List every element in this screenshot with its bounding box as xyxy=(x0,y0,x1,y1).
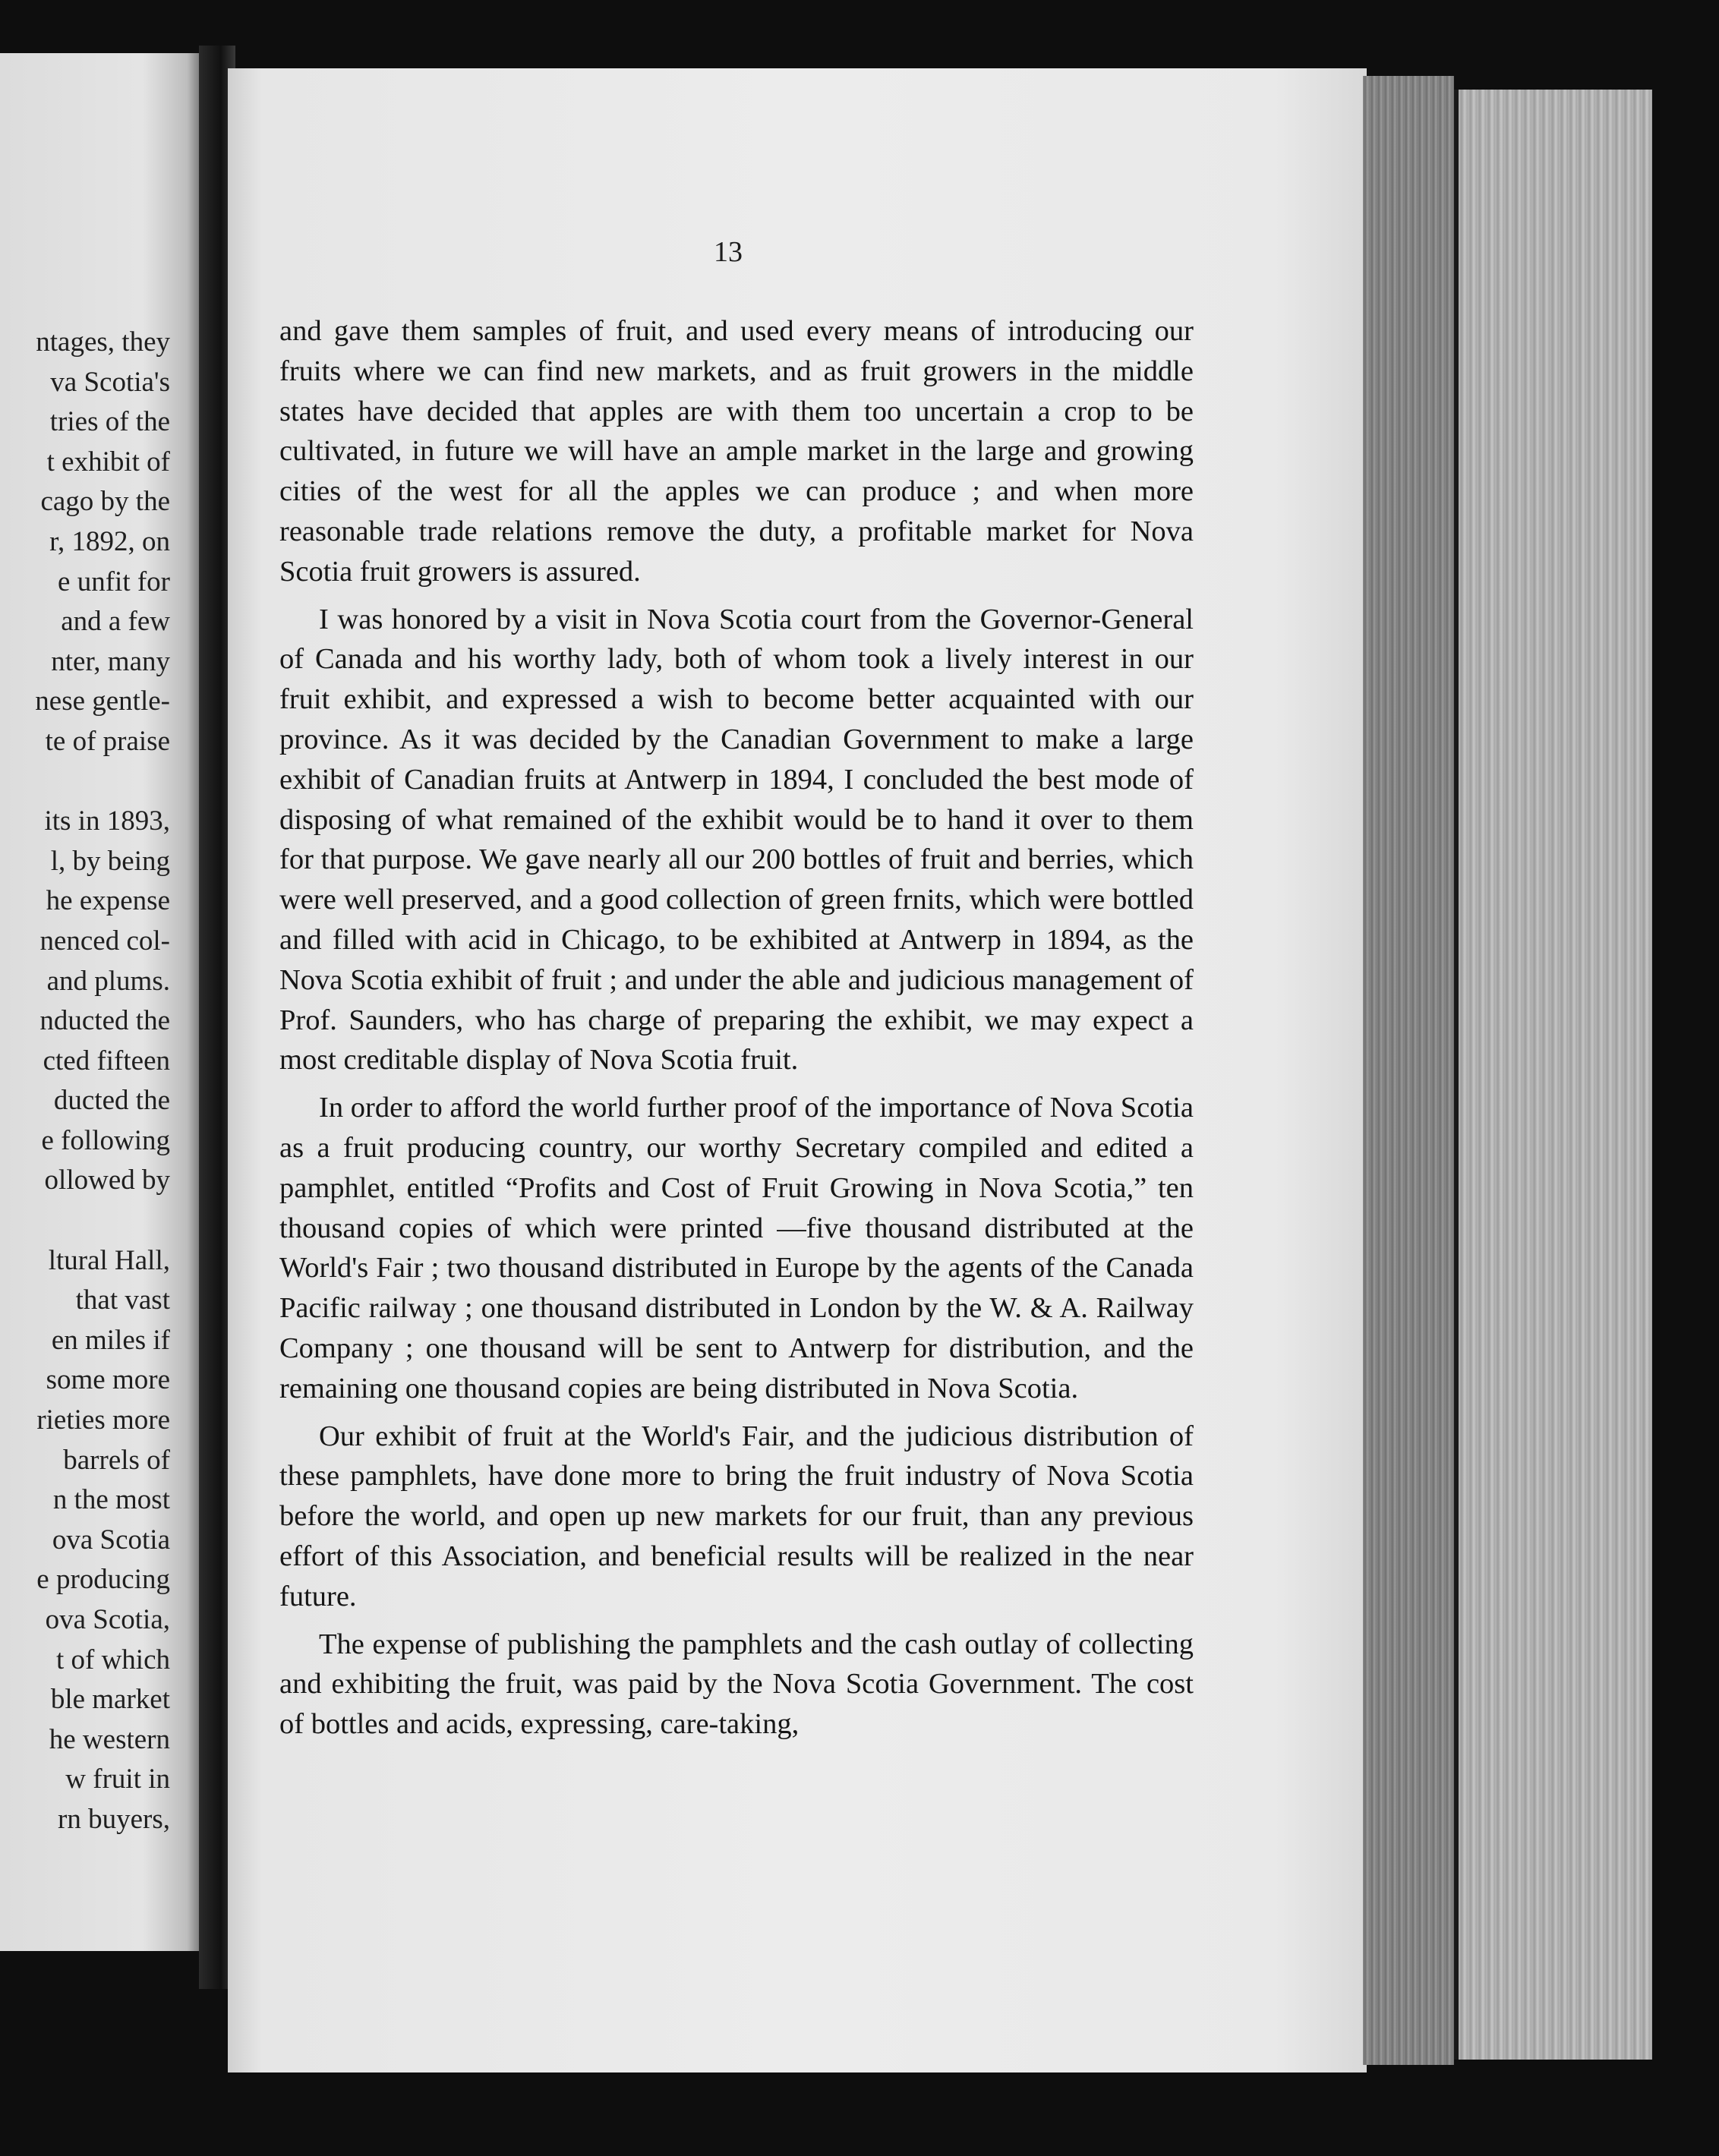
paragraph: The expense of publishing the pamphlets and the cash outlay of collecting and exhibiting the fruit, was paid by the Nova Scotia Government. The cost of bottles and acids, expressing, care-taking, xyxy=(279,1628,1194,1741)
left-page xyxy=(0,53,203,1951)
left-page-line: ova Scotia xyxy=(52,1524,170,1556)
right-page-body xyxy=(279,311,1194,1752)
left-page-line: rn buyers, xyxy=(58,1803,170,1835)
left-page-line: tries of the xyxy=(49,406,170,438)
left-page-line: te of praise xyxy=(45,725,170,757)
left-page-line: w fruit in xyxy=(65,1764,170,1795)
left-page-line: he western xyxy=(49,1723,170,1755)
left-page-line: nducted the xyxy=(39,1005,170,1037)
left-page-line: e unfit for xyxy=(58,566,170,597)
left-page-line: en miles if xyxy=(51,1324,170,1356)
left-page-line: nter, many xyxy=(51,645,170,677)
left-page-line: r, 1892, on xyxy=(49,525,170,557)
left-page-line: ntages, they xyxy=(36,326,170,358)
left-page-line: and plums. xyxy=(46,965,170,997)
paragraph: Our exhibit of fruit at the World's Fair, and the judicious distribution of these pamphlets, have done more to bring the fruit industry of Nova Scotia before the world, and open up new markets for our fruit, than any previous effort of this Association, and beneficial results will be realized in the near future. xyxy=(279,1420,1194,1612)
left-page-line: he expense xyxy=(46,885,170,917)
left-page-line: n the most xyxy=(52,1484,170,1516)
paragraph: and gave them samples of fruit, and used every means of introducing our fruits where we can find new markets, and as fruit growers in the middle states have decided that apples are with them too uncertain a crop to be cultivated, in future we will have an ample market in the large and growing cities of the west for all the apples we can produce ; and when more reasonable trade relations remove the duty, a profitable market for Nova Scotia fruit growers is assured. xyxy=(279,315,1194,588)
paragraph: I was honored by a visit in Nova Scotia court from the Governor-General of Canada and his worthy lady, both of whom took a lively interest in our fruit exhibit, and expressed a wish to become better acquainted with our province. As it was decided by the Canadian Government to make a large exhibit of Canadian fruits at Antwerp in 1894, I concluded the best mode of disposing of what remained of the exhibit would be to hand it over to them for that purpose. We gave nearly all our 200 bottles of fruit and berries, which were well preserved, and a good collection of green frnits, which were bottled and filled with acid in Chicago, to be exhibited at Antwerp in 1894, as the Nova Scotia exhibit of fruit ; and under the able and judicious management of Prof. Saunders, who has charge of preparing the exhibit, we may expect a most creditable display of Nova Scotia fruit. xyxy=(279,603,1194,1076)
left-page-line: e producing xyxy=(36,1564,170,1596)
left-page-line xyxy=(0,1201,170,1241)
left-page-line: va Scotia's xyxy=(50,366,170,398)
left-page-line: rieties more xyxy=(36,1404,170,1436)
left-page-line: cago by the xyxy=(40,486,170,518)
left-page-line: ova Scotia, xyxy=(45,1604,170,1635)
book-cover-edge xyxy=(1454,90,1652,2060)
page-block-edge xyxy=(1363,76,1454,2065)
left-page-line: l, by being xyxy=(50,845,170,877)
left-page-line: t of which xyxy=(55,1644,170,1675)
left-page-line: e following xyxy=(41,1124,170,1156)
left-page-line: and a few xyxy=(61,606,170,638)
left-page-line: cted fifteen xyxy=(43,1045,170,1076)
left-page-line: that vast xyxy=(75,1284,170,1316)
left-page-line: ollowed by xyxy=(44,1165,170,1196)
left-page-line: its in 1893, xyxy=(44,805,170,837)
left-page-line: ltural Hall, xyxy=(48,1244,170,1276)
left-page-line: ducted the xyxy=(53,1085,170,1117)
left-page-line: barrels of xyxy=(63,1444,170,1476)
left-page-line: nese gentle- xyxy=(35,686,170,717)
left-page-line: ble market xyxy=(50,1684,170,1716)
page-number: 13 xyxy=(714,236,743,268)
left-page-line: t exhibit of xyxy=(46,446,170,478)
left-page-line: some more xyxy=(46,1364,170,1396)
left-page-line xyxy=(0,762,170,802)
left-page-text-column xyxy=(0,323,170,1840)
paragraph: In order to afford the world further proof of the importance of Nova Scotia as a fruit producing country, our worthy Secretary compiled and edited a pamphlet, entitled “Profits and Cost of Fruit Growing in Nova Scotia,” ten thousand copies of which were printed —five thousand distributed at the World's Fair ; two thousand distributed in Europe by the agents of the Canada Pacific railway ; one thousand distributed in London by the W. & A. Railway Company ; one thousand will be sent to Antwerp for distribution, and the remaining one thousand copies are being distributed in Nova Scotia. xyxy=(279,1092,1194,1404)
left-page-line: nenced col- xyxy=(39,925,170,957)
